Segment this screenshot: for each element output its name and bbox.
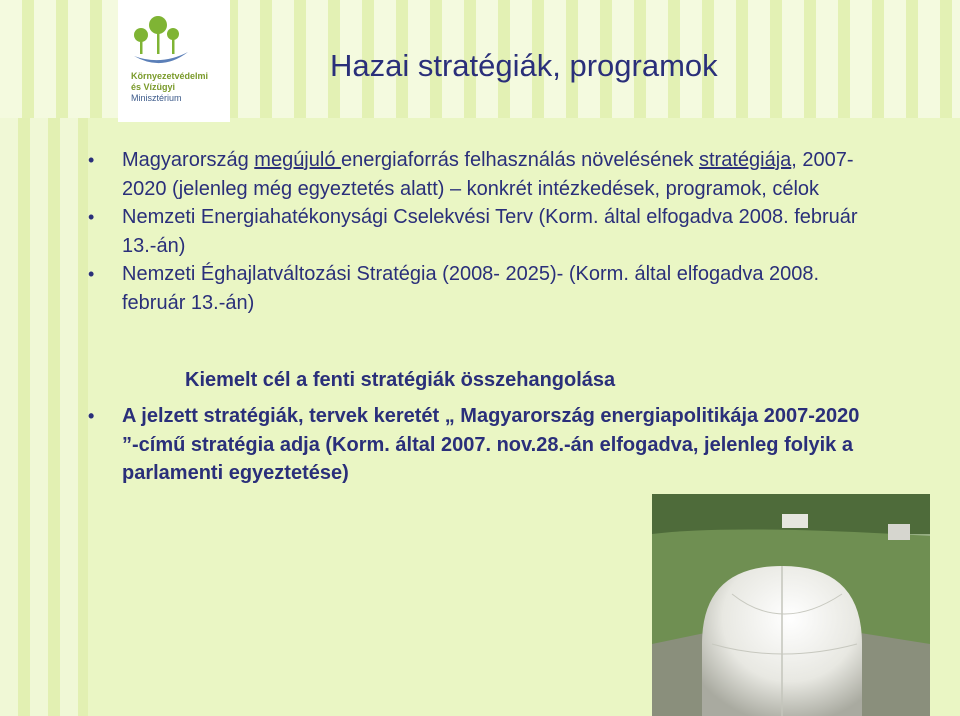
bullet-icon: • (88, 207, 95, 227)
bullet-icon: • (88, 264, 95, 284)
item-text: Magyarország (122, 149, 255, 171)
list-item (84, 146, 864, 203)
bullet-list-2 (84, 402, 864, 488)
item-text-underlined: megújuló (254, 149, 341, 171)
item-text: , 2007-2020 (jelenleg még egyeztetés alatt) – konkrét intézkedések, programok, célok (122, 149, 854, 200)
item-text: energiaforrás felhasználás növelésének (341, 149, 699, 171)
highlight-text: Kiemelt cél a fenti stratégiák összehangolása (185, 369, 616, 391)
dome-photo (652, 494, 930, 716)
list-item (84, 260, 864, 317)
item-text: A jelzett stratégiák, tervek keretét „ Magyarország energiapolitikája 2007-2020 ”-című stratégia adja (Korm. által 2007. nov.28.-án elfogadva, jelenleg folyik a parlamenti egyeztetése) (122, 405, 860, 484)
item-text: Nemzeti Éghajlatváltozási Stratégia (2008- 2025)- (Korm. által elfogadva 2008. február 13.-án) (122, 263, 820, 314)
page-title: Hazai stratégiák, programok (330, 48, 718, 83)
list-item (84, 402, 864, 488)
tree-logo-icon (132, 16, 190, 68)
logo-line-1: Környezetvédelmi (131, 71, 209, 81)
bullet-icon: • (88, 150, 95, 170)
item-text: Nemzeti Energiahatékonysági Cselekvési Terv (Korm. által elfogadva 2008. február 13.-án) (122, 206, 858, 257)
list-item (84, 203, 864, 260)
logo-text (131, 71, 227, 104)
logo-line-2: és Vízügyi (131, 82, 176, 92)
bullet-list (84, 146, 864, 317)
item-text-underlined: stratégiája (699, 149, 792, 171)
dome-image (652, 494, 930, 716)
logo-line-3: Minisztérium (131, 93, 182, 103)
bullet-icon: • (88, 406, 95, 426)
left-background (0, 118, 88, 716)
ministry-logo (118, 0, 230, 122)
